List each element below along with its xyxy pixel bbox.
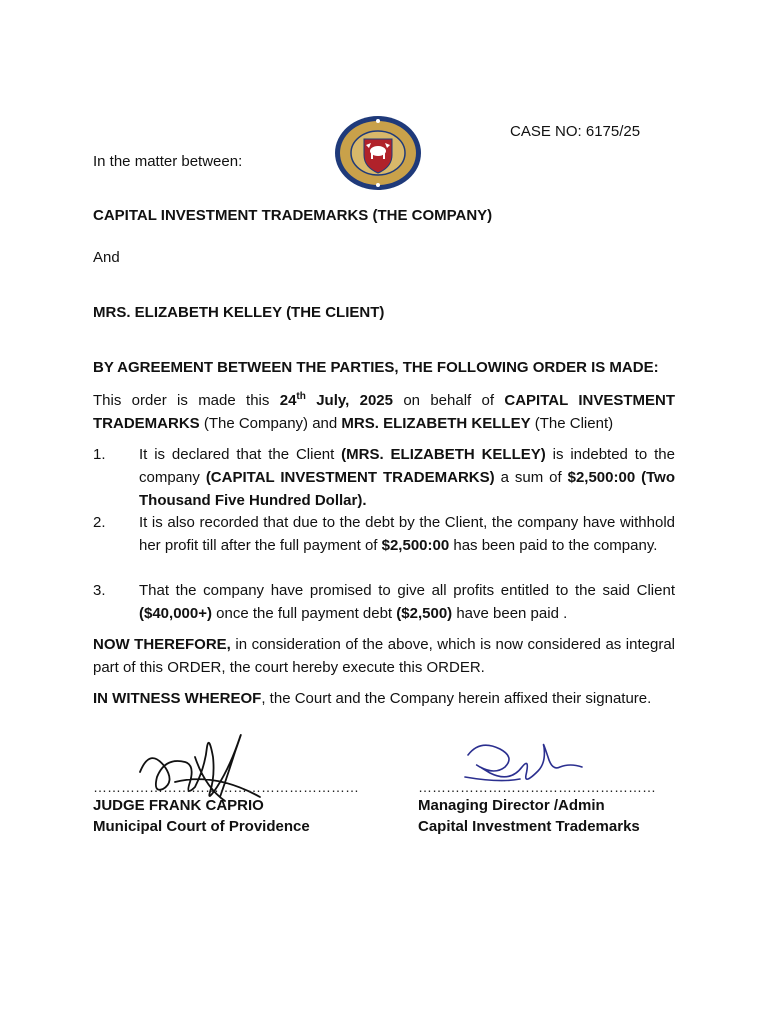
intro-paragraph: This order is made this 24th July, 2025 on behalf of CAPITAL INVESTMENT TRADEMARKS (The Company) and MRS. ELIZABETH KELLEY (The Client): [93, 391, 676, 432]
judge-court: Municipal Court of Providence: [93, 818, 310, 835]
company-party: CAPITAL INVESTMENT TRADEMARKS (THE COMPANY): [93, 207, 493, 224]
witness-paragraph: IN WITNESS WHEREOF, the Court and the Company herein affixed their signature.: [93, 690, 652, 707]
director-title: Managing Director /Admin: [418, 797, 605, 814]
item-1-text: It is declared that the Client (MRS. ELIZABETH KELLEY) is indebted to the company (CAPITAL INVESTMENT TRADEMARKS) a sum of $2,500:00 (Two Thousand Five Hundred Dollar).: [139, 446, 675, 509]
now-therefore-paragraph: NOW THEREFORE, in consideration of the above, which is now considered as integral part of this ORDER, the court hereby execute this ORDER.: [93, 636, 675, 676]
agreement-heading: BY AGREEMENT BETWEEN THE PARTIES, THE FOLLOWING ORDER IS MADE:: [93, 359, 659, 376]
item-2-text: It is also recorded that due to the debt by the Client, the company have withhold her profit till after the full payment of $2,500:00 has been paid to the company.: [139, 514, 675, 554]
item-2-number: 2.: [93, 514, 106, 531]
case-number: CASE NO: 6175/25: [510, 123, 641, 140]
item-1-number: 1.: [93, 446, 106, 463]
item-3-text: That the company have promised to give all profits entitled to the said Client ($40,000+) once the full payment debt ($2,500) have been paid .: [139, 582, 675, 622]
matter-between-label: In the matter between:: [93, 153, 243, 170]
director-signature-line: ……………………………………………: [418, 779, 656, 795]
judge-signature-line: …………………………………………………: [93, 779, 359, 795]
city-council-seal: [334, 115, 422, 191]
client-party: MRS. ELIZABETH KELLEY (THE CLIENT): [93, 304, 385, 321]
director-company: Capital Investment Trademarks: [418, 818, 640, 835]
judge-name: JUDGE FRANK CAPRIO: [93, 797, 264, 814]
item-3-number: 3.: [93, 582, 106, 599]
and-label: And: [93, 249, 120, 266]
